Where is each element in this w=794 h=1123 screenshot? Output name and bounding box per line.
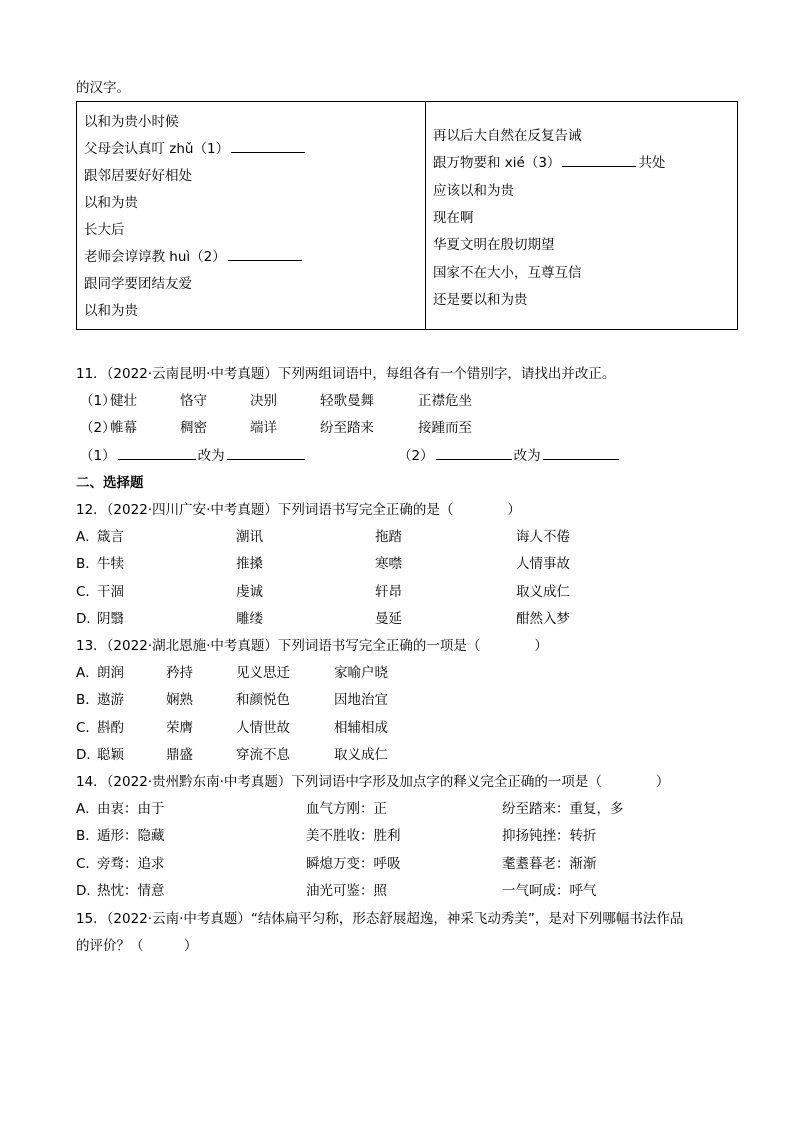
poem-line-text: 再以后大自然在反复告诫 xyxy=(433,128,582,144)
q12-option-word: 牛犊 xyxy=(97,556,124,573)
q14-option-word: 瞬熄万变：呼吸 xyxy=(306,855,401,872)
poem-line-text: 父母会认真叮 zhǔ（1） xyxy=(84,141,230,157)
q14-option-word: 遁形：隐藏 xyxy=(97,828,165,845)
poem-line-text: 国家不在大小，互尊互信 xyxy=(433,264,582,281)
q13-stem: 13．（2022·湖北恩施·中考真题）下列词语书写完全正确的一项是（ ） xyxy=(76,638,548,654)
q11-answer-line xyxy=(80,444,307,464)
poem-answer-blank[interactable] xyxy=(562,152,636,167)
section-heading: 二、选择题 xyxy=(76,475,144,491)
poem-table-divider xyxy=(425,101,426,330)
poem-left-line xyxy=(84,164,192,184)
poem-line-text: 以和为贵小时候 xyxy=(84,114,179,130)
q15-stem-line2: 的评价？（ ） xyxy=(76,938,198,954)
q14-option-label[interactable]: D． xyxy=(76,882,100,899)
intro-tail: 的汉字。 xyxy=(76,80,130,96)
q12-option-word: 虔诚 xyxy=(236,583,263,600)
q11-change-1: 改为 xyxy=(197,448,225,464)
q14-option-word: 耄耋暮老：渐渐 xyxy=(502,855,597,872)
poem-line-text: 还是要以和为贵 xyxy=(433,291,528,308)
q12-option-label[interactable]: B． xyxy=(76,556,99,573)
q12-option-word: 潮讯 xyxy=(236,529,263,545)
q12-option-label[interactable]: D． xyxy=(76,610,100,627)
q12-option-word: 取义成仁 xyxy=(516,583,570,600)
q11-word: 正襟危坐 xyxy=(418,393,472,409)
q13-option-label[interactable]: A． xyxy=(76,665,99,681)
q13-option-label[interactable]: B． xyxy=(76,692,99,709)
poem-right-line xyxy=(433,124,582,144)
q13-option-word: 遨游 xyxy=(97,692,124,709)
poem-left-line xyxy=(84,137,307,157)
q11-change-2: 改为 xyxy=(513,448,541,464)
q11-word: 纷至踏来 xyxy=(320,420,374,436)
q13-option-word: 和颜悦色 xyxy=(236,692,290,709)
poem-right-line xyxy=(433,151,665,171)
q13-option-word: 聪颖 xyxy=(97,746,124,763)
q13-option-label[interactable]: D． xyxy=(76,746,100,763)
poem-left-line xyxy=(84,245,304,265)
q13-option-word: 穿流不息 xyxy=(236,746,290,763)
q13-option-word: 家喻户晓 xyxy=(334,665,388,681)
q12-option-word: 箴言 xyxy=(97,529,124,545)
q12-option-word: 人情事故 xyxy=(516,556,570,573)
q12-option-word: 雕缕 xyxy=(236,610,263,627)
poem-right-line xyxy=(433,233,555,253)
poem-right-line xyxy=(433,261,582,281)
q14-option-word: 血气方刚：正 xyxy=(306,801,387,817)
q11-row-label: （2） xyxy=(80,420,116,436)
q12-option-word: 干涸 xyxy=(97,583,124,600)
poem-line-text: 跟万物要和 xié（3） xyxy=(433,155,561,172)
q12-option-word: 寒噤 xyxy=(375,556,402,573)
q14-option-word: 抑扬钝挫：转折 xyxy=(502,828,597,845)
poem-left-line xyxy=(84,110,179,130)
poem-right-line xyxy=(433,206,474,226)
q11-blank-1a[interactable] xyxy=(118,445,196,460)
q13-option-word: 相辅相成 xyxy=(334,719,388,736)
q11-word: 轻歌曼舞 xyxy=(320,393,374,409)
q14-option-word: 一气呵成：呼气 xyxy=(502,882,597,899)
poem-line-text: 以和为贵 xyxy=(84,303,138,319)
q11-blank-1b[interactable] xyxy=(227,445,305,460)
q14-option-word: 热忱：情意 xyxy=(97,882,165,899)
q13-option-word: 人情世故 xyxy=(236,719,290,736)
q11-word: 端详 xyxy=(250,420,277,436)
q13-option-word: 矜持 xyxy=(166,665,193,681)
poem-line-text: 老师会谆谆教 huì（2） xyxy=(84,249,226,265)
q14-option-label[interactable]: C． xyxy=(76,855,99,872)
q12-option-word: 轩昂 xyxy=(375,583,402,600)
q11-word: 帷幕 xyxy=(110,420,137,436)
q12-option-word: 诲人不倦 xyxy=(516,529,570,545)
q12-option-label[interactable]: A． xyxy=(76,529,99,545)
q11-word: 稠密 xyxy=(180,420,207,436)
poem-left-line xyxy=(84,299,138,319)
q12-stem: 12．（2022·四川广安·中考真题）下列词语书写完全正确的是（ ） xyxy=(76,502,521,518)
q14-option-word: 美不胜收：胜利 xyxy=(306,828,401,845)
q14-option-label[interactable]: A． xyxy=(76,801,99,817)
q15-stem-line1: 15．（2022·云南·中考真题）“结体扁平匀称，形态舒展超逸，神采飞动秀美”，是对下列哪幅书法作品 xyxy=(76,911,684,927)
q11-answer-label-2: （2） xyxy=(398,448,434,464)
poem-left-line xyxy=(84,191,138,211)
q14-option-word: 油光可鉴：照 xyxy=(306,882,387,899)
poem-right-line xyxy=(433,179,514,199)
poem-line-text: 以和为贵 xyxy=(84,195,138,211)
q11-word: 健壮 xyxy=(110,393,137,409)
q11-word: 恪守 xyxy=(180,393,207,409)
q14-option-word: 旁骛：追求 xyxy=(97,855,165,872)
q14-option-word: 由衷：由于 xyxy=(97,801,165,817)
poem-line-text: 应该以和为贵 xyxy=(433,182,514,199)
q11-answer-label-1: （1） xyxy=(80,448,116,464)
q11-row-label: （1） xyxy=(80,393,116,409)
poem-left-line xyxy=(84,272,192,292)
q12-option-word: 曼延 xyxy=(375,610,402,627)
poem-left-line xyxy=(84,218,125,238)
poem-line-text: 跟同学要团结友爱 xyxy=(84,276,192,292)
q14-option-label[interactable]: B． xyxy=(76,828,99,845)
q12-option-word: 酣然入梦 xyxy=(516,610,570,627)
poem-table xyxy=(76,101,738,330)
q12-option-word: 推搡 xyxy=(236,556,263,573)
q13-option-word: 娴熟 xyxy=(166,692,193,709)
q14-stem: 14．（2022·贵州黔东南·中考真题）下列词语中字形及加点字的释义完全正确的一项是（ ） xyxy=(76,774,670,790)
poem-right-line xyxy=(433,288,528,308)
q13-option-word: 斟酌 xyxy=(97,719,124,736)
poem-answer-blank[interactable] xyxy=(228,246,302,261)
q12-option-word: 拖踏 xyxy=(375,529,402,545)
poem-answer-blank[interactable] xyxy=(231,138,305,153)
poem-line-text: 华夏文明在殷切期望 xyxy=(433,237,555,254)
poem-line-text-after: 共处 xyxy=(638,155,666,172)
q13-option-word: 朗润 xyxy=(97,665,124,681)
q12-option-word: 阴翳 xyxy=(97,610,124,627)
q13-option-word: 见义思迁 xyxy=(236,665,290,681)
q11-blank-2b[interactable] xyxy=(543,445,619,460)
q13-option-word: 鼎盛 xyxy=(166,746,193,763)
q11-word: 接踵而至 xyxy=(418,420,472,436)
q13-option-label[interactable]: C． xyxy=(76,719,99,736)
poem-line-text: 跟邻居要好好相处 xyxy=(84,168,192,184)
q11-word: 决别 xyxy=(250,393,277,409)
q11-answer-line-2 xyxy=(398,444,621,464)
poem-line-text: 现在啊 xyxy=(433,209,474,226)
q13-option-word: 因地治宜 xyxy=(334,692,388,709)
q13-option-word: 取义成仁 xyxy=(334,746,388,763)
q14-option-word: 纷至踏来：重复，多 xyxy=(502,801,624,817)
q11-blank-2a[interactable] xyxy=(436,445,512,460)
poem-line-text: 长大后 xyxy=(84,222,125,238)
q12-option-label[interactable]: C． xyxy=(76,583,99,600)
q13-option-word: 荣膺 xyxy=(166,719,193,736)
q11-stem: 11．（2022·云南昆明·中考真题）下列两组词语中，每组各有一个错别字，请找出并改正。 xyxy=(76,366,616,382)
